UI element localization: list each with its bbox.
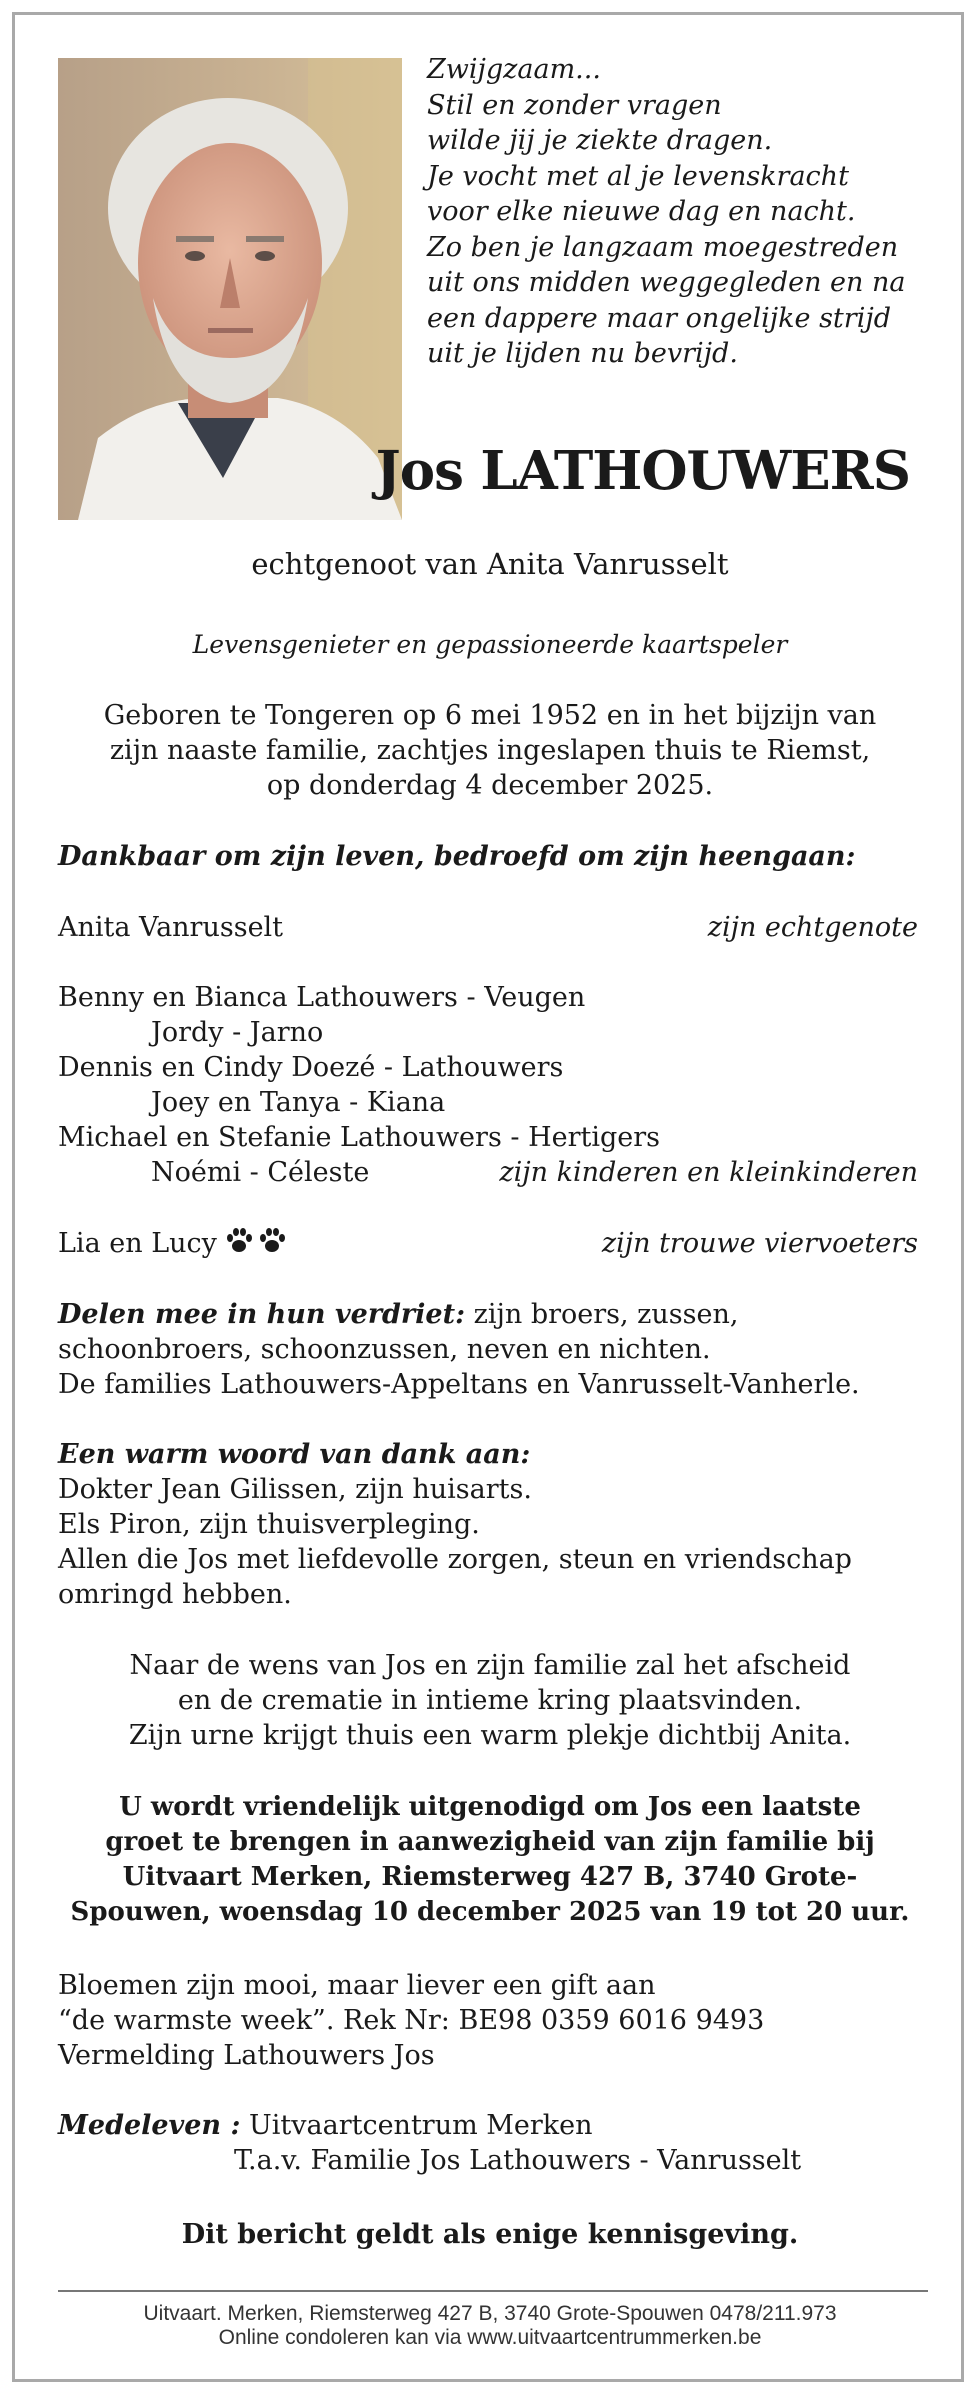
poem-line: een dappere maar ongelijke strijd — [427, 302, 891, 334]
birth-death-line: op donderdag 4 december 2025. — [266, 770, 714, 801]
spouse-role: zijn echtgenote — [707, 912, 918, 943]
birth-death-text — [20, 698, 960, 803]
thanks-line: Els Piron, zijn thuisverpleging. — [58, 1509, 480, 1540]
poem — [427, 52, 927, 372]
invitation-line: U wordt vriendelijk uitgenodigd om Jos een laatste — [119, 1792, 861, 1822]
poem-line: uit je lijden nu bevrijd. — [427, 338, 738, 369]
poem-line: Stil en zonder vragen — [427, 89, 722, 121]
invitation-line: Uitvaart Merken, Riemsterweg 427 B, 3740 Grote- — [122, 1862, 858, 1892]
share-grief-text: De families Lathouwers-Appeltans en Vanrusselt-Vanherle. — [58, 1369, 860, 1400]
deceased-name: Jos LATHOUWERS — [375, 440, 910, 502]
list-item: Dennis en Cindy Doezé - Lathouwers — [58, 1052, 564, 1083]
footer-line: Uitvaart. Merken, Riemsterweg 427 B, 3740 Grote-Spouwen 0478/211.973 — [143, 2302, 837, 2325]
poem-line: voor elke nieuwe dag en nacht. — [427, 196, 856, 227]
poem-line: Zo ben je langzaam moegestreden — [427, 231, 899, 263]
poem-line: Zwijgzaam... — [427, 54, 601, 85]
footer-divider — [58, 2290, 928, 2292]
birth-death-line: zijn naaste familie, zachtjes ingeslapen thuis te Riemst, — [109, 735, 871, 766]
list-item: Joey en Tanya - Kiana — [151, 1087, 446, 1118]
flowers-line: “de warmste week”. Rek Nr: BE98 0359 6016 9493 — [58, 2005, 765, 2036]
footer — [20, 2302, 960, 2350]
pets-role: zijn trouwe viervoeters — [601, 1228, 918, 1259]
ceremony-line: Zijn urne krijgt thuis een warm plekje dichtbij Anita. — [128, 1720, 852, 1751]
share-grief-text: schoonbroers, schoonzussen, neven en nichten. — [58, 1334, 711, 1365]
notice-text: Dit bericht geldt als enige kennisgeving. — [181, 2219, 799, 2250]
ceremony-text — [20, 1648, 960, 1753]
ceremony-line: en de crematie in intieme kring plaatsvinden. — [177, 1685, 803, 1716]
poem-line: uit ons midden weggegleden en na — [427, 267, 906, 298]
flowers-line: Bloemen zijn mooi, maar liever een gift aan — [58, 1970, 656, 2001]
spouse-name: Anita Vanrusselt — [58, 912, 284, 943]
flowers-line: Vermelding Lathouwers Jos — [58, 2040, 435, 2071]
tagline: Levensgenieter en gepassioneerde kaartspeler — [192, 630, 788, 659]
invitation-text — [20, 1790, 960, 1930]
condolences-line: Uitvaartcentrum Merken — [240, 2110, 593, 2141]
share-grief-section — [58, 1297, 860, 1402]
ceremony-line: Naar de wens van Jos en zijn familie zal het afscheid — [129, 1650, 851, 1681]
pets-names: Lia en Lucy — [58, 1228, 217, 1259]
footer-line: Online condoleren kan via www.uitvaartcentrummerken.be — [218, 2326, 762, 2349]
condolences-section — [58, 2108, 801, 2178]
share-grief-label: Delen mee in hun verdriet: — [58, 1299, 466, 1330]
birth-death-line: Geboren te Tongeren op 6 mei 1952 en in het bijzijn van — [103, 700, 877, 731]
thanks-line: omringd hebben. — [58, 1579, 292, 1610]
paw-prints-icon — [225, 1227, 289, 1264]
invitation-line: Spouwen, woensdag 10 december 2025 van 19 tot 20 uur. — [70, 1897, 910, 1927]
share-grief-text: zijn broers, zussen, — [465, 1299, 739, 1330]
thanks-line: Dokter Jean Gilissen, zijn huisarts. — [58, 1474, 532, 1505]
grateful-heading: Dankbaar om zijn leven, bedroefd om zijn heengaan: — [58, 841, 856, 872]
poem-line: Je vocht met al je levenskracht — [427, 160, 849, 192]
list-item: Michael en Stefanie Lathouwers - Hertigers — [58, 1122, 661, 1153]
poem-line: wilde jij je ziekte dragen. — [427, 125, 773, 156]
condolences-line: T.a.v. Familie Jos Lathouwers - Vanrusselt — [234, 2145, 802, 2176]
list-item: Jordy - Jarno — [151, 1017, 324, 1048]
condolences-label: Medeleven : — [58, 2110, 241, 2141]
thanks-label: Een warm woord van dank aan: — [58, 1439, 531, 1470]
pets-line — [58, 1226, 289, 1264]
flowers-text — [58, 1968, 764, 2073]
thanks-section — [58, 1437, 852, 1612]
thanks-line: Allen die Jos met liefdevolle zorgen, steun en vriendschap — [58, 1544, 852, 1575]
list-item: Benny en Bianca Lathouwers - Veugen — [58, 982, 586, 1013]
invitation-line: groet te brengen in aanwezigheid van zijn familie bij — [105, 1827, 875, 1857]
spouse-line: echtgenoot van Anita Vanrusselt — [251, 547, 729, 581]
list-item: Noémi - Céleste — [151, 1157, 370, 1188]
children-role: zijn kinderen en kleinkinderen — [499, 1157, 918, 1188]
